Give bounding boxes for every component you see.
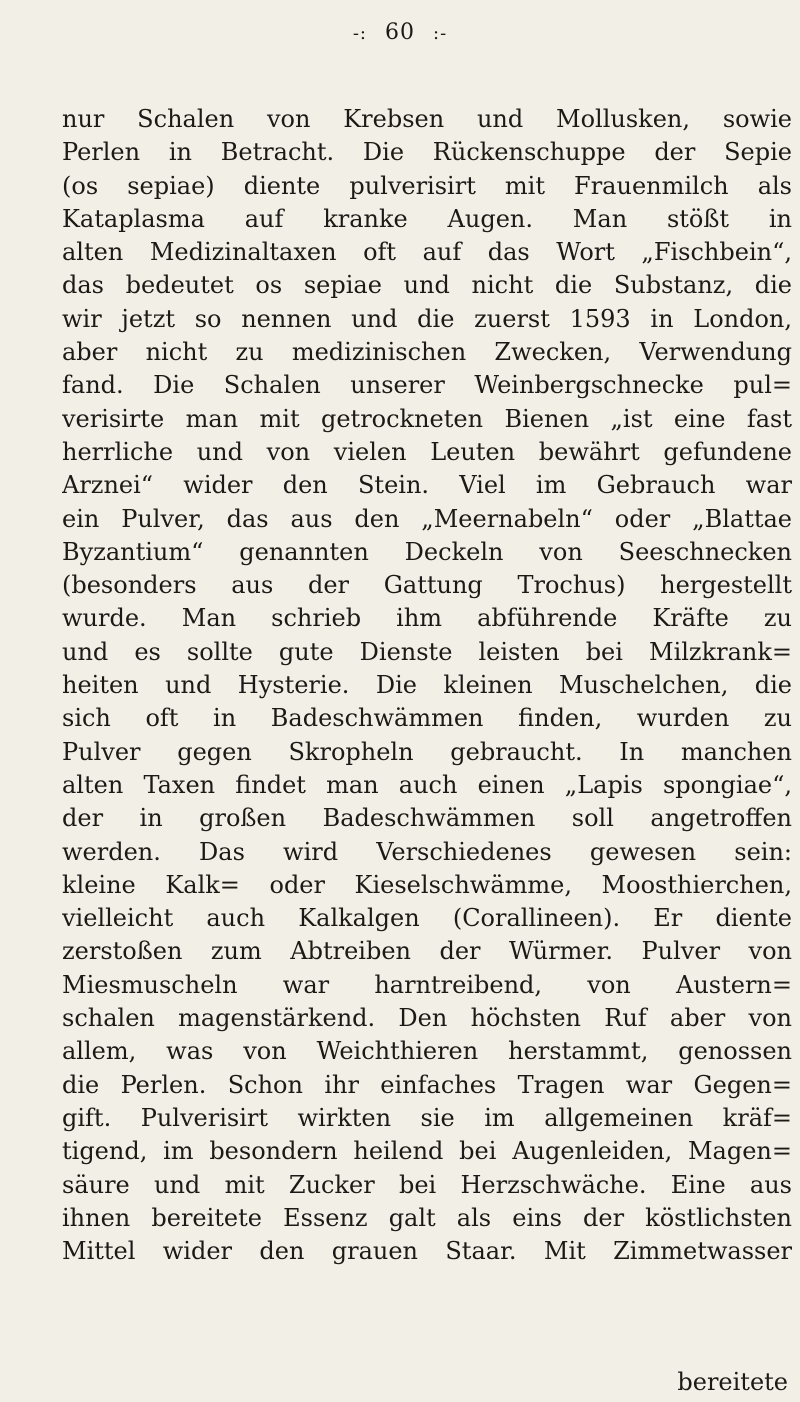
left-ornament-icon: -: <box>352 22 367 44</box>
text-line: schalen magenstärkend. Den höchsten Ruf aber von <box>62 1004 792 1033</box>
text-line: der in großen Badeschwämmen soll angetroffen <box>62 804 792 833</box>
right-ornament-icon: :- <box>433 22 448 44</box>
text-line: herrliche und von vielen Leuten bewährt gefundene <box>62 437 792 466</box>
text-line: tigend, im besondern heilend bei Augenleiden, Magen= <box>62 1137 792 1166</box>
body-text <box>62 103 792 1268</box>
text-line: verisirte man mit getrockneten Bienen „ist eine fast <box>62 404 792 433</box>
text-line: wir jetzt so nennen und die zuerst 1593 in London, <box>62 304 792 333</box>
text-line: Mittel wider den grauen Staar. Mit Zimmetwasser <box>62 1237 792 1266</box>
text-line: und es sollte gute Dienste leisten bei Milzkrank= <box>62 637 792 666</box>
text-line: Kataplasma auf kranke Augen. Man stößt in <box>62 204 792 233</box>
page-number: 60 <box>385 20 415 45</box>
text-line: Pulver gegen Skropheln gebraucht. In manchen <box>62 737 792 766</box>
text-line: alten Taxen findet man auch einen „Lapis spongiae“, <box>62 770 792 799</box>
text-line: Perlen in Betracht. Die Rückenschuppe der Sepie <box>62 138 792 167</box>
text-line: ihnen bereitete Essenz galt als eins der köstlichsten <box>62 1203 792 1232</box>
text-line: fand. Die Schalen unserer Weinbergschnecke pul= <box>62 371 792 400</box>
text-line: vielleicht auch Kalkalgen (Corallineen). Er diente <box>62 904 792 933</box>
text-line: Byzantium“ genannten Deckeln von Seeschnecken <box>62 537 792 566</box>
text-line: (besonders aus der Gattung Trochus) hergestellt <box>62 571 792 600</box>
text-line: aber nicht zu medizinischen Zwecken, Verwendung <box>62 338 792 367</box>
running-head <box>0 20 800 45</box>
text-line: gift. Pulverisirt wirkten sie im allgemeinen kräf= <box>62 1103 792 1132</box>
text-line: die Perlen. Schon ihr einfaches Tragen war Gegen= <box>62 1070 792 1099</box>
text-line: werden. Das wird Verschiedenes gewesen sein: <box>62 837 792 866</box>
text-line: wurde. Man schrieb ihm abführende Kräfte zu <box>62 604 792 633</box>
text-line: das bedeutet os sepiae und nicht die Substanz, die <box>62 271 792 300</box>
text-line: nur Schalen von Krebsen und Mollusken, sowie <box>62 105 792 133</box>
text-line: alten Medizinaltaxen oft auf das Wort „Fischbein“, <box>62 238 792 267</box>
text-line: heiten und Hysterie. Die kleinen Muschelchen, die <box>62 671 792 700</box>
text-line: zerstoßen zum Abtreiben der Würmer. Pulver von <box>62 937 792 966</box>
catchword: bereitete <box>677 1368 788 1396</box>
text-line: allem, was von Weichthieren herstammt, genossen <box>62 1037 792 1066</box>
text-line: sich oft in Badeschwämmen finden, wurden zu <box>62 704 792 733</box>
text-line: (os sepiae) diente pulverisirt mit Frauenmilch als <box>62 171 792 200</box>
text-line: kleine Kalk= oder Kieselschwämme, Moosthierchen, <box>62 870 792 899</box>
text-line: ein Pulver, das aus den „Meernabeln“ oder „Blattae <box>62 504 792 533</box>
text-line: Miesmuscheln war harntreibend, von Austern= <box>62 970 792 999</box>
text-line: säure und mit Zucker bei Herzschwäche. Eine aus <box>62 1170 792 1199</box>
text-line: Arznei“ wider den Stein. Viel im Gebrauch war <box>62 471 792 500</box>
